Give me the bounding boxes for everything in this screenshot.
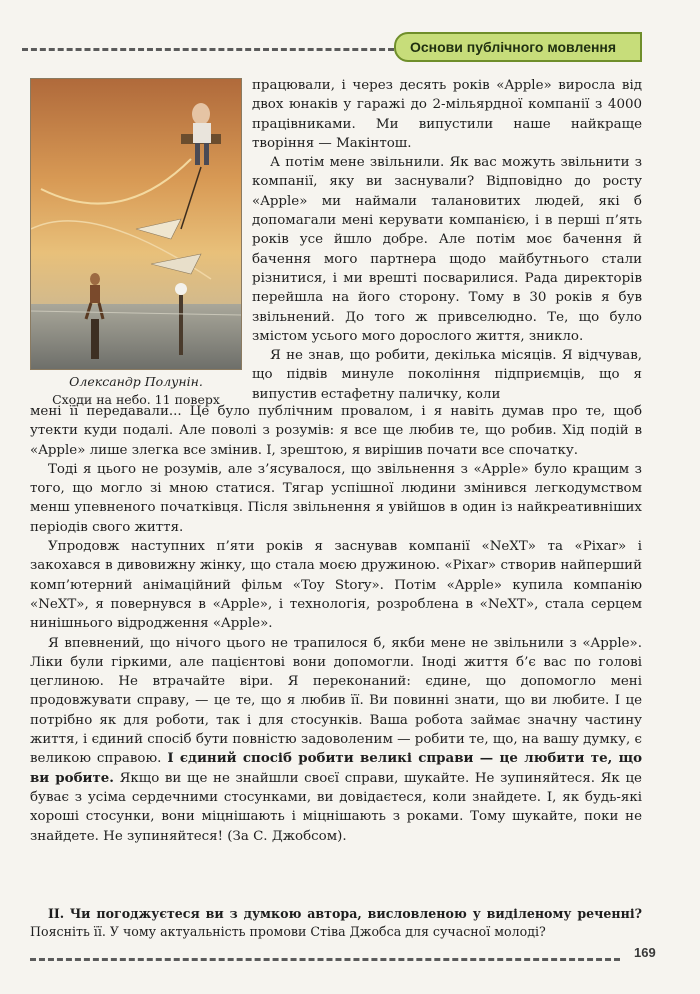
question-bold: Чи погоджуєтеся ви з думкою автора, висловленою у виділеному реченні? bbox=[69, 906, 642, 921]
text-run: Якщо ви ще не знайшли своєї справи, шукайте. Не зупиняйтеся. Як це буває з усіма сердечними стосунками, ви довідаєтеся, коли знайдете. І, як будь-які хороші стосунки, вони міцнішають і міцнішають з роками. Тому шукайте, поки не знайдете. Не зупиняйтеся! (За С. Джобсом). bbox=[30, 770, 642, 844]
column-text bbox=[252, 76, 642, 404]
caption-author: Олександр Полунін. bbox=[69, 374, 203, 389]
paragraph: Упродовж наступних п’яти років я заснував компанії «NeXT» та «Pixar» і закохався в дивовижну жінку, що стала моєю дружиною. «Pixar» створив найперший комп’ютерний анімаційний фільм «Toy Story». Потім «Apple» купила компанію «NeXT», я повернувся в «Apple», і технологія, розроблена в «NeXT», стала серцем нинішнього відродження «Apple». bbox=[30, 539, 642, 632]
highlighted-sentence: І єдиний спосіб робити великі справи — це любити те, що ви робите. bbox=[30, 750, 643, 786]
paragraph: А потім мене звільнили. Як вас можуть звільнити з компанії, яку ви заснували? Відповідно до росту «Apple» ми наймали талановитих людей, які б допомагали мені керувати компанією, і в перші п’ять років усе йшло добре. Але потім моє бачення й бачення мого партнера щодо майбутнього стали різнитися, і ми врешті посварилися. Рада директорів перейшла на його сторону. Тому в 30 років я був звільнений. До того ж привселюдно. Те, що було змістом усього мого дорослого життя, зникло. bbox=[252, 155, 642, 344]
page-number: 169 bbox=[634, 945, 656, 960]
question-number: ІІ. bbox=[48, 906, 65, 921]
paragraph: працювали, і через десять років «Apple» виросла від двох юнаків у гаражі до 2-мільярдної компанії з 4000 працівниками. Ми випустили наше найкраще творіння — Макінтош. bbox=[252, 78, 642, 151]
section-title: Основи публічного мовлення bbox=[394, 32, 642, 62]
paragraph-with-highlight bbox=[30, 634, 642, 846]
footer-dashed-rule bbox=[30, 958, 620, 961]
text-run: Я впевнений, що нічого цього не трапилося б, якби мене не звільнили з «Apple». Ліки були гіркими, але пацієнтові вони допомогли. Іноді життя б’є вас по голові цеглиною. Не втрачайте віри. Я переконаний: єдине, що допомогло мені продовжувати справу, — це те, що я любив її. Ви повинні знати, що ви любите. І це потрібно як для роботи, так і для стосунків. Ваша робота займає значну частину життя, і єдиний спосіб бути повністю задоволеним — робити те, що, на вашу думку, є великою справою. bbox=[30, 635, 642, 767]
question-block bbox=[30, 905, 642, 941]
paragraph: мені її передавали... Це було публічним провалом, і я навіть думав про те, щоб утекти куди подалі. Але поволі з розумів: я все ще любив те, що робив. Хід подій в «Apple» лише злегка все змінив. І, зрештою, я вирішив почати все спочатку. bbox=[30, 404, 642, 458]
header-dashed-rule bbox=[22, 48, 394, 51]
full-width-text bbox=[30, 402, 642, 846]
question-rest: Поясніть її. У чому актуальність промови Стіва Джобса для сучасної молоді? bbox=[30, 924, 546, 939]
paragraph: Тоді я цього не розумів, але з’ясувалося, що звільнення з «Apple» було кращим з того, що могло зі мною статися. Тягар успішної людини змінився легкодумством менш упевненого початківця. Після звільнення я увійшов в один із найкреативніших періодів свого життя. bbox=[30, 461, 642, 535]
painting-illustration bbox=[30, 78, 242, 370]
caption-title: Сходи на небо. 11 поверх bbox=[52, 392, 220, 407]
paragraph: Я не знав, що робити, декілька місяців. Я відчував, що підвів минуле покоління підприємців, що я випустив естафетну паличку, коли bbox=[252, 348, 642, 402]
